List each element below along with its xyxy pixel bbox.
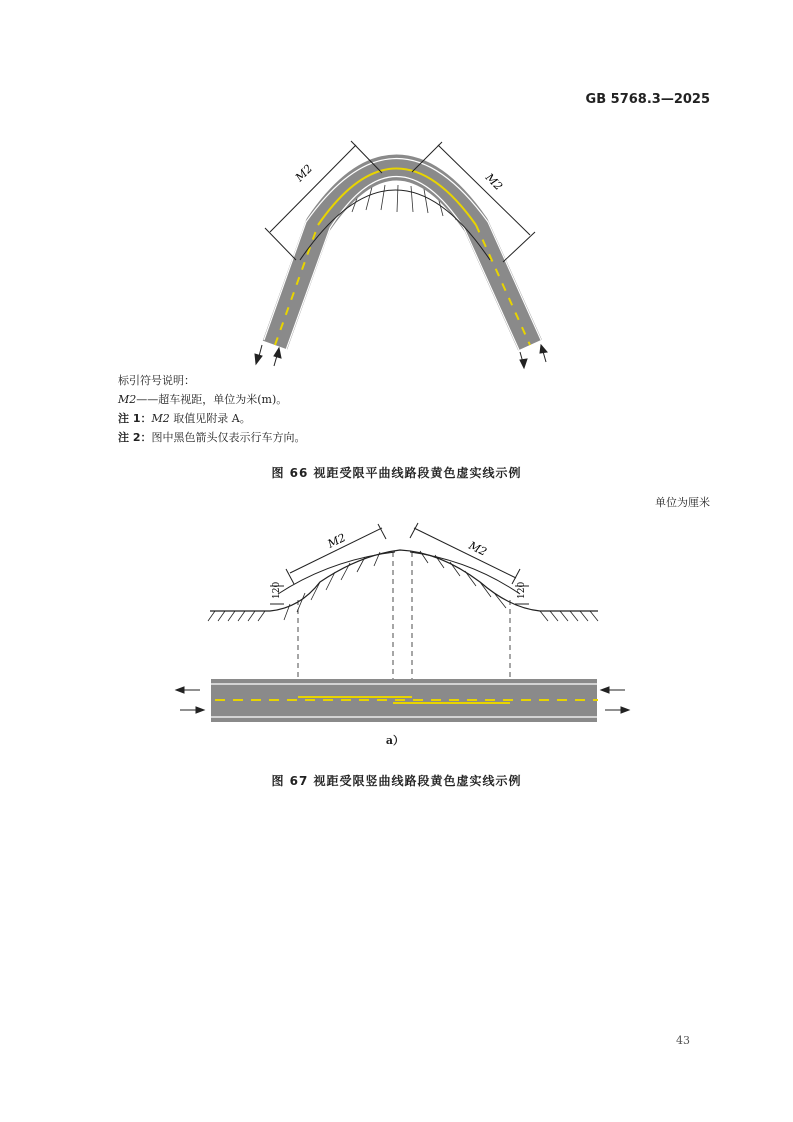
height-label-left: 120 [272, 581, 282, 599]
figure-66-horizontal-curve [0, 130, 793, 375]
figure-67-sublabel: a） [385, 734, 405, 747]
figure-67-caption: 图 67 视距受限竖曲线路段黄色虚实线示例 [271, 774, 522, 788]
figure-66-caption: 图 66 视距受限平曲线路段黄色虚实线示例 [271, 466, 522, 480]
page-number: 43 [676, 1034, 690, 1047]
note-2: 注 2：图中黑色箭头仅表示行车方向。 [118, 431, 306, 444]
height-label-right: 120 [517, 581, 527, 599]
standard-code: GB 5768.3—2025 [585, 92, 710, 107]
notes-symbol-row: M2——超车视距，单位为米(m)。 [118, 393, 288, 406]
figure-66-notes [118, 371, 305, 447]
unit-note: 单位为厘米 [655, 496, 710, 509]
figure-67-vertical-curve [0, 500, 793, 730]
ground-profile [210, 550, 598, 611]
m2-label-left-67: M2 [325, 531, 348, 551]
m2-label-right-67: M2 [466, 539, 489, 559]
m2-label-left: M2 [292, 162, 316, 185]
curved-road [275, 168, 530, 346]
direction-arrows [255, 345, 547, 368]
note-1: 注 1：M2 取值见附录 A。 [118, 412, 251, 425]
m2-label-right: M2 [482, 170, 505, 194]
notes-heading: 标引符号说明： [118, 374, 195, 387]
